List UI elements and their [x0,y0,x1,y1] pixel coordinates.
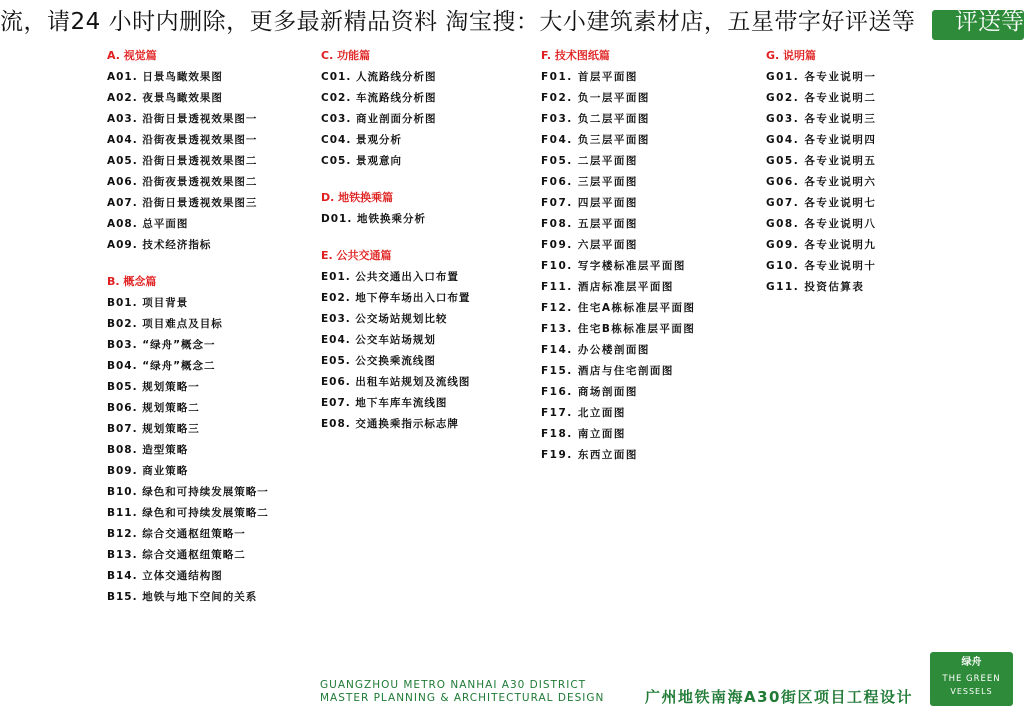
toc-item: F18. 南立面图 [541,428,626,440]
toc-item: G05. 各专业说明五 [766,155,877,167]
section-title: A. 视觉篇 [107,49,157,62]
logo-chinese-text: 绿舟 [961,657,982,668]
toc-section [107,272,269,608]
toc-item: A01. 日景鸟瞰效果图 [107,71,223,83]
toc-item: A06. 沿街夜景透视效果图二 [107,176,258,188]
toc-item: G08. 各专业说明八 [766,218,877,230]
toc-item: B04. “绿舟”概念二 [107,360,216,372]
toc-item: B06. 规划策略二 [107,402,200,414]
toc-item: F08. 五层平面图 [541,218,638,230]
toc-section [321,246,470,435]
toc-item: F16. 商场剖面图 [541,386,638,398]
toc-section [107,46,269,256]
toc-item: F12. 住宅A栋标准层平面图 [541,302,696,314]
toc-item: A03. 沿街日景透视效果图一 [107,113,258,125]
toc-section [321,46,470,172]
toc-item: F09. 六层平面图 [541,239,638,251]
watermark-banner: 流，请24 小时内删除，更多最新精品资料 淘宝搜：大小建筑素材店，五星带字好评送等 [0,9,916,35]
toc-item: C05. 景观意向 [321,155,402,167]
toc-item: E07. 地下车库车流线图 [321,397,448,409]
toc-item: E01. 公共交通出入口布置 [321,271,459,283]
toc-item: G09. 各专业说明九 [766,239,877,251]
section-title: E. 公共交通篇 [321,249,392,262]
toc-item: G03. 各专业说明三 [766,113,877,125]
toc-item: B03. “绿舟”概念一 [107,339,216,351]
toc-section [766,46,876,298]
toc-item: B10. 绿色和可持续发展策略一 [107,486,269,498]
toc-item: F10. 写字楼标准层平面图 [541,260,686,272]
logo-english-text-1: THE GREEN [942,674,1001,684]
toc-item: G07. 各专业说明七 [766,197,877,209]
toc-item: F17. 北立面图 [541,407,626,419]
toc-item: F13. 住宅B栋标准层平面图 [541,323,696,335]
section-title: C. 功能篇 [321,49,371,62]
toc-item: B09. 商业策略 [107,465,189,477]
toc-item: F15. 酒店与住宅剖面图 [541,365,674,377]
footer-english-line-2: MASTER PLANNING & ARCHITECTURAL DESIGN [320,692,605,704]
toc-item: A08. 总平面图 [107,218,189,230]
top-badge-text: 评送等 [955,9,1024,35]
toc-item: C04. 景观分析 [321,134,402,146]
toc-item: A05. 沿街日景透视效果图二 [107,155,258,167]
toc-item: E03. 公交场站规划比较 [321,313,448,325]
footer-chinese-title: 广州地铁南海A30街区项目工程设计 [645,688,913,706]
toc-item: F05. 二层平面图 [541,155,638,167]
column-a-b [107,46,269,624]
toc-item: C01. 人流路线分析图 [321,71,437,83]
logo-english-text-2: VESSELS [950,687,993,696]
toc-item: F14. 办公楼剖面图 [541,344,650,356]
toc-item: B05. 规划策略一 [107,381,200,393]
toc-item: B01. 项目背景 [107,297,189,309]
toc-item: G06. 各专业说明六 [766,176,877,188]
toc-item: B15. 地铁与地下空间的关系 [107,591,258,603]
toc-item: F02. 负一层平面图 [541,92,650,104]
toc-item: E02. 地下停车场出入口布置 [321,292,471,304]
toc-item: F07. 四层平面图 [541,197,638,209]
toc-section [321,188,470,230]
section-title: B. 概念篇 [107,275,157,288]
toc-item: F04. 负三层平面图 [541,134,650,146]
column-c-d-e [321,46,470,451]
toc-item: D01. 地铁换乘分析 [321,213,426,225]
toc-item: B07. 规划策略三 [107,423,200,435]
section-title: G. 说明篇 [766,49,817,62]
toc-item: E06. 出租车站规划及流线图 [321,376,471,388]
column-f [541,46,696,482]
section-title: D. 地铁换乘篇 [321,191,394,204]
toc-section [541,46,696,466]
toc-item: B08. 造型策略 [107,444,189,456]
toc-item: E04. 公交车站场规划 [321,334,436,346]
toc-item: A02. 夜景鸟瞰效果图 [107,92,223,104]
toc-item: G11. 投资估算表 [766,281,865,293]
footer-english-line-1: GUANGZHOU METRO NANHAI A30 DISTRICT [320,679,587,691]
toc-item: G01. 各专业说明一 [766,71,877,83]
toc-item: F06. 三层平面图 [541,176,638,188]
toc-item: C03. 商业剖面分析图 [321,113,437,125]
column-g [766,46,876,314]
toc-item: B11. 绿色和可持续发展策略二 [107,507,269,519]
toc-item: G04. 各专业说明四 [766,134,877,146]
toc-item: B02. 项目难点及目标 [107,318,223,330]
green-vessels-logo [930,652,1013,706]
toc-item: F01. 首层平面图 [541,71,638,83]
toc-item: G02. 各专业说明二 [766,92,877,104]
toc-item: E08. 交通换乘指示标志牌 [321,418,459,430]
toc-item: G10. 各专业说明十 [766,260,877,272]
toc-item: B13. 综合交通枢纽策略二 [107,549,246,561]
toc-item: A07. 沿街日景透视效果图三 [107,197,258,209]
toc-item: B14. 立体交通结构图 [107,570,223,582]
toc-item: F11. 酒店标准层平面图 [541,281,674,293]
section-title: F. 技术图纸篇 [541,49,610,62]
toc-item: F19. 东西立面图 [541,449,638,461]
toc-item: C02. 车流路线分析图 [321,92,437,104]
toc-item: E05. 公交换乘流线图 [321,355,436,367]
toc-item: B12. 综合交通枢纽策略一 [107,528,246,540]
toc-item: F03. 负二层平面图 [541,113,650,125]
toc-item: A09. 技术经济指标 [107,239,212,251]
toc-item: A04. 沿街夜景透视效果图一 [107,134,258,146]
footer-english-title [320,679,620,705]
